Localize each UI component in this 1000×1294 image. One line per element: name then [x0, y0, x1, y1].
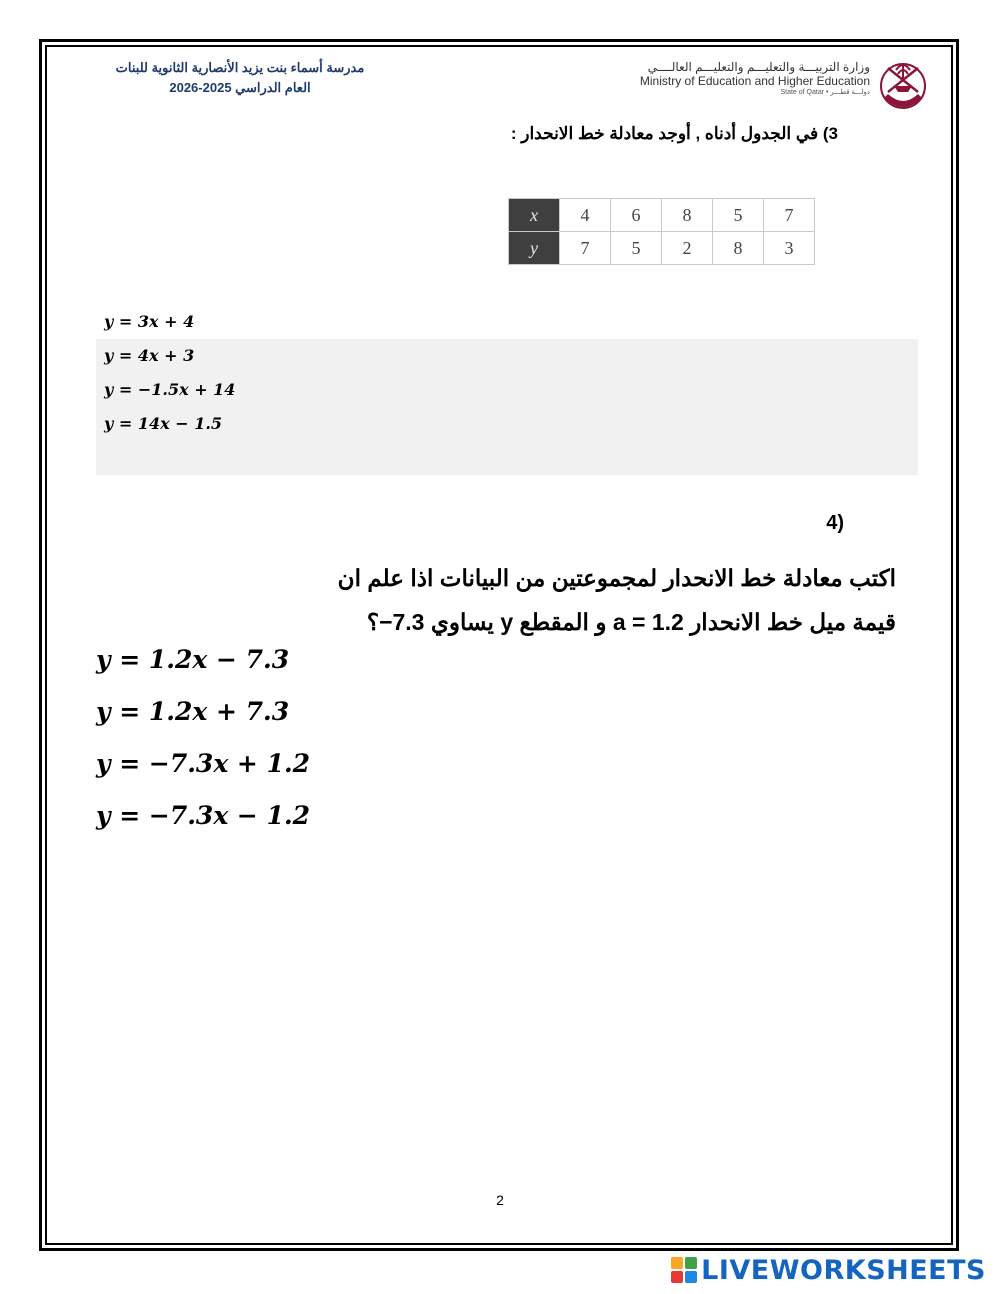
q4-choice-4[interactable]: y = −7.3x − 1.2 [96, 801, 311, 830]
brand-name: LIVEWORKSHEETS [701, 1254, 986, 1286]
question-4-line-1: اكتب معادلة خط الانحدار لمجموعتين من البيانات اذا علم ان [337, 565, 896, 591]
x-value-cell: 7 [764, 199, 815, 232]
y-value-cell: 2 [662, 232, 713, 265]
liveworksheets-brand[interactable] [671, 1253, 986, 1287]
q3-choice-1[interactable]: y = 3x + 4 [104, 312, 195, 331]
x-value-cell: 8 [662, 199, 713, 232]
page-number: 2 [496, 1192, 504, 1208]
x-value-cell: 4 [560, 199, 611, 232]
qatar-emblem-icon [874, 52, 932, 120]
y-header-cell: y [509, 232, 560, 265]
q4-choice-3[interactable]: y = −7.3x + 1.2 [96, 749, 311, 778]
y-value-cell: 8 [713, 232, 764, 265]
x-value-cell: 5 [713, 199, 764, 232]
y-value-cell: 5 [611, 232, 662, 265]
question-3-choices [96, 305, 918, 475]
academic-year: العام الدراسي 2025-2026 [169, 80, 311, 95]
q4-choice-1[interactable]: y = 1.2x − 7.3 [96, 645, 290, 674]
ministry-header [632, 52, 932, 122]
question-3-title: 3) في الجدول أدناه , أوجد معادلة خط الانحدار : [510, 124, 838, 143]
ministry-text [640, 60, 870, 96]
x-value-cell: 6 [611, 199, 662, 232]
table-row-x [509, 199, 815, 232]
school-header [80, 58, 400, 98]
y-value-cell: 7 [560, 232, 611, 265]
state-label: State of Qatar • دولـــة قطـــر [780, 89, 870, 96]
x-header-cell: x [509, 199, 560, 232]
liveworksheets-logo-icon [671, 1257, 697, 1283]
question-4-text [276, 556, 896, 644]
school-name: مدرسة أسماء بنت يزيد الأنصارية الثانوية للبنات [115, 60, 365, 75]
q3-choice-3[interactable]: y = −1.5x + 14 [96, 373, 918, 407]
question-4-line-2: قيمة ميل خط الانحدار a = 1.2 و المقطع y يساوي 7.3−؟ [366, 609, 896, 635]
q4-choice-2[interactable]: y = 1.2x + 7.3 [96, 697, 290, 726]
table-row-y [509, 232, 815, 265]
question-4-choices [96, 640, 310, 848]
data-table [508, 198, 815, 265]
y-value-cell: 3 [764, 232, 815, 265]
q3-choice-2[interactable]: y = 4x + 3 [96, 339, 918, 373]
answer-area [96, 441, 918, 475]
q3-choice-4[interactable]: y = 14x − 1.5 [96, 407, 918, 441]
ministry-name-ar: وزارة التربيـــة والتعليـــم والتعليـــم العالــــي [647, 60, 870, 74]
ministry-name-en: Ministry of Education and Higher Education [639, 74, 870, 88]
question-4-number: (4 [826, 512, 844, 534]
